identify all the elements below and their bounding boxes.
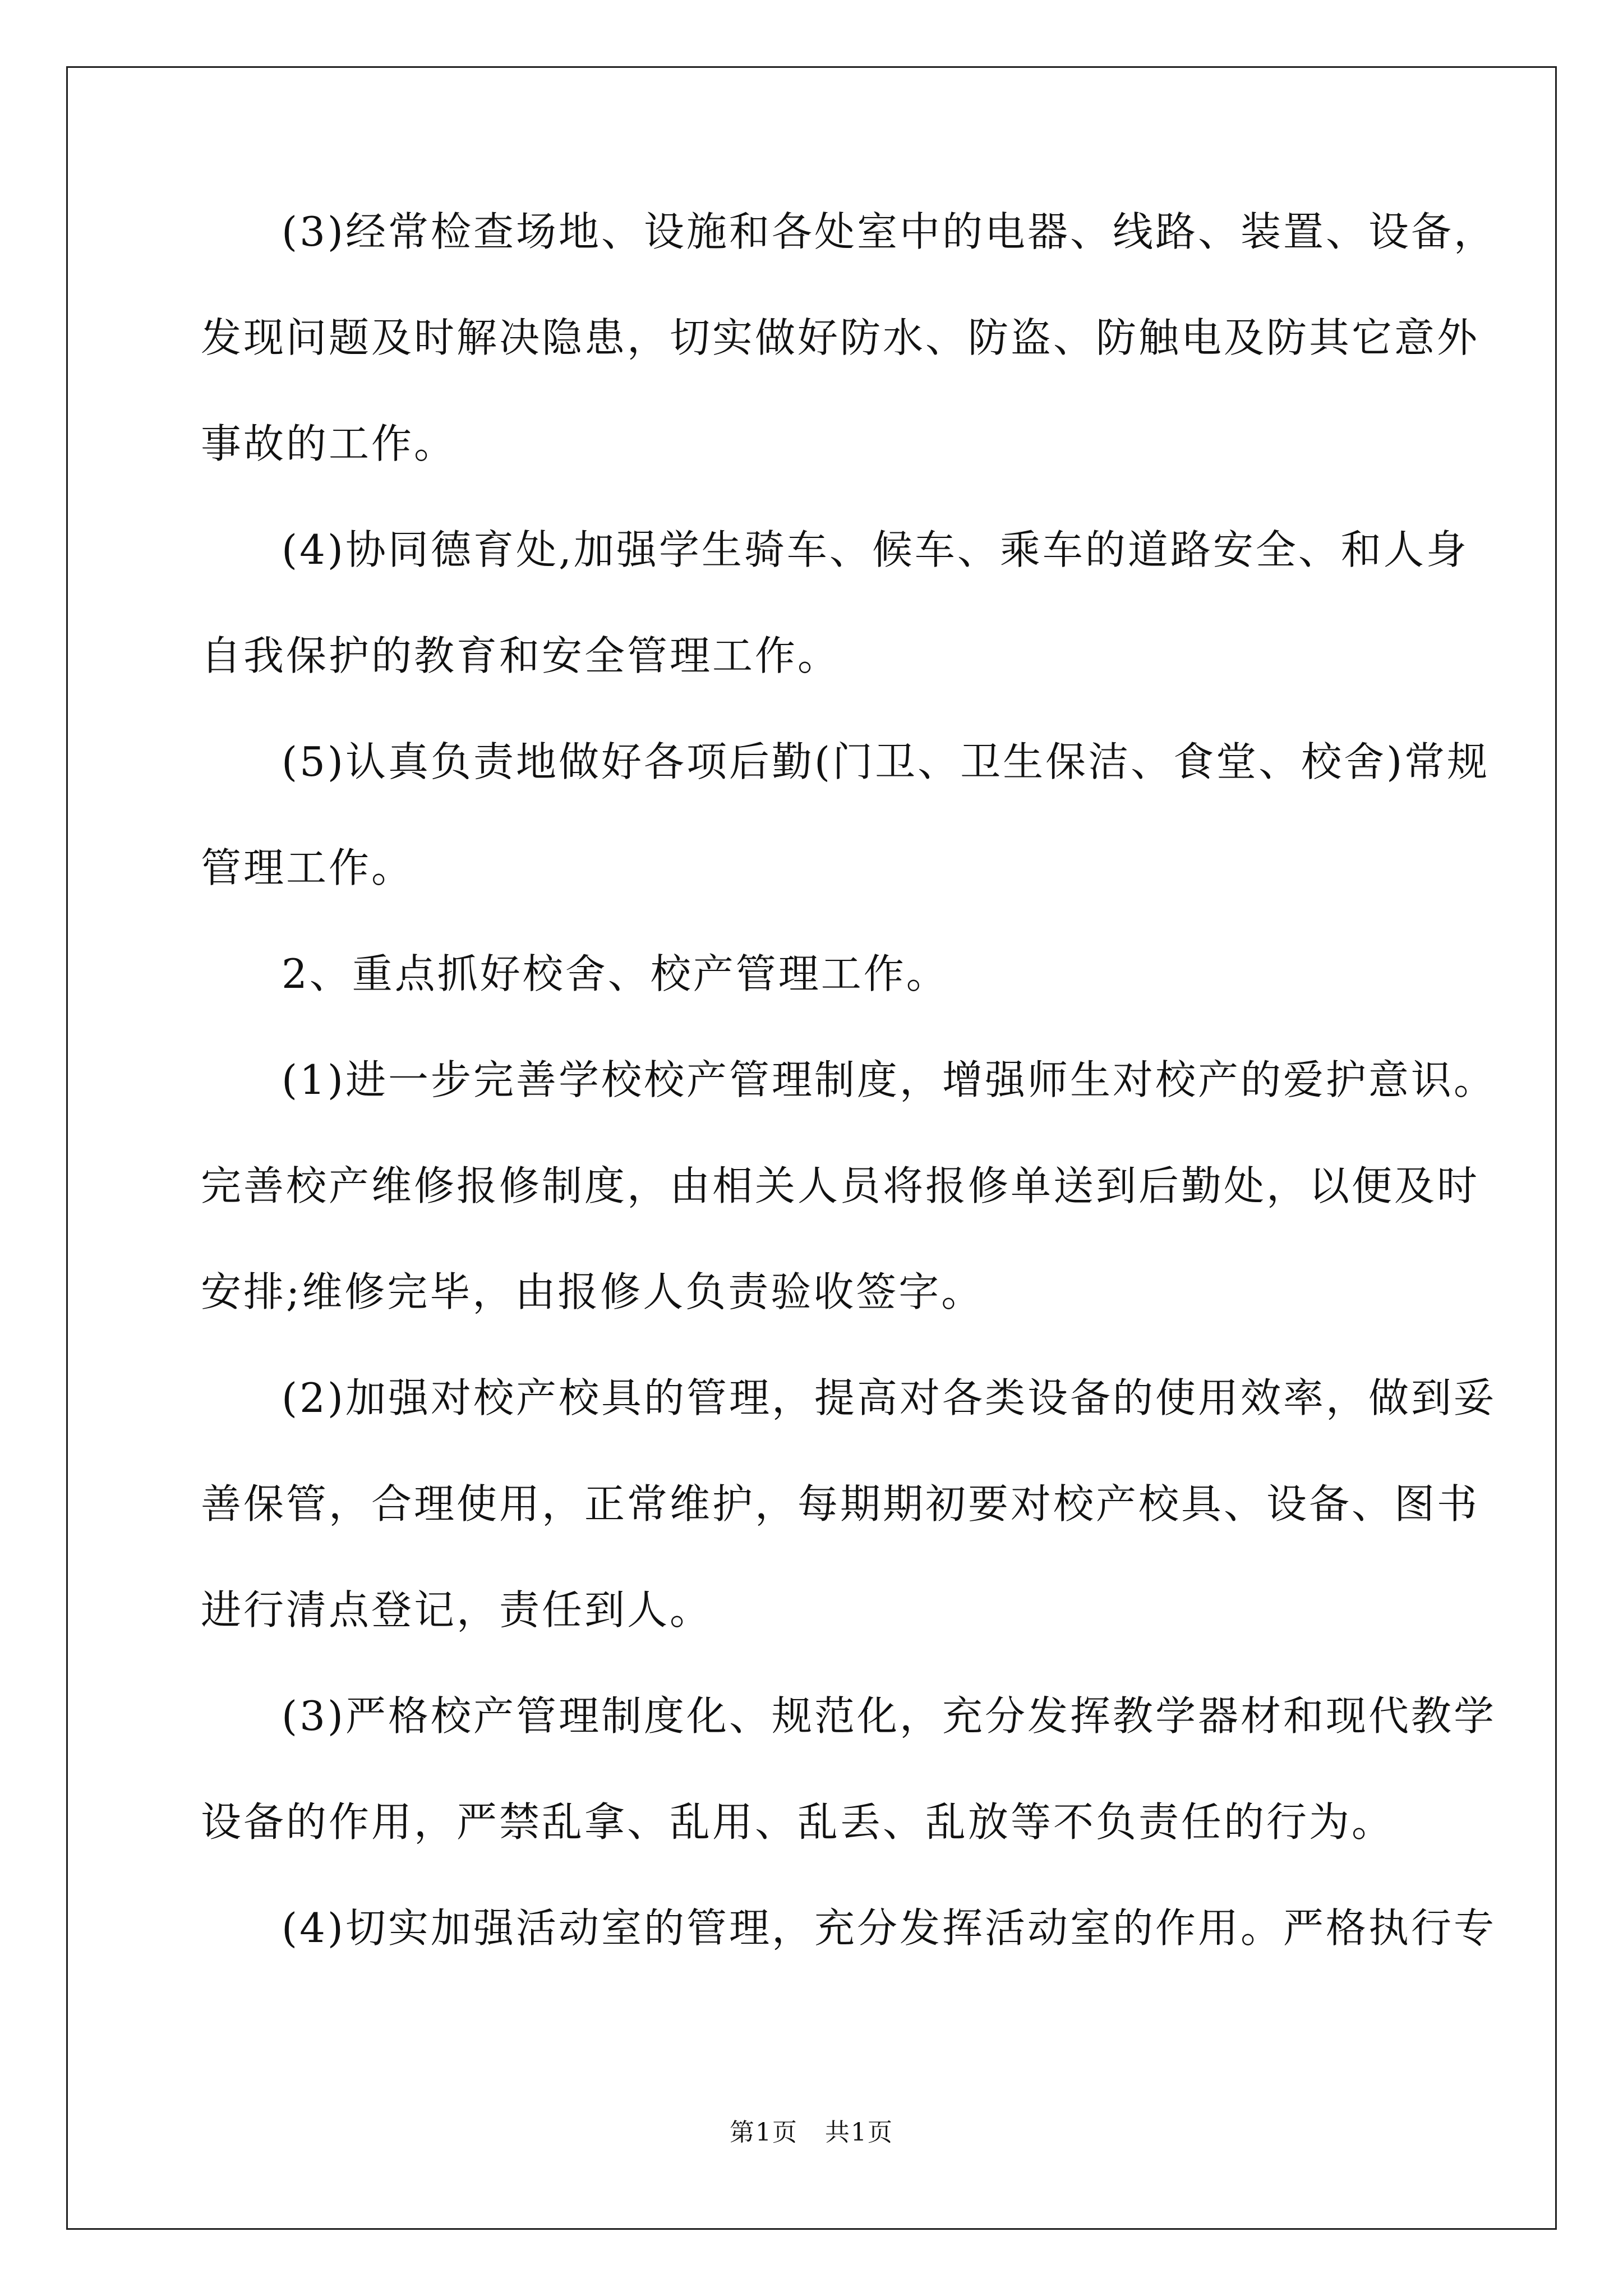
text-line: 安排;维修完毕，由报修人负责验收签字。 [201,1268,984,1315]
text-line: 进行清点登记，责任到人。 [201,1586,713,1634]
page-number-current: 第1页 [730,2118,798,2147]
text-line: 自我保护的教育和安全管理工作。 [201,632,841,679]
text-line: 善保管，合理使用，正常维护，每期期初要对校产校具、设备、图书 [201,1480,1480,1527]
text-line: (3)经常检查场地、设施和各处室中的电器、线路、装置、设备， [282,208,1496,255]
text-line: 管理工作。 [201,844,414,891]
page-number-total: 共1页 [825,2118,893,2147]
text-line: 完善校产维修报修制度，由相关人员将报修单送到后勤处，以便及时 [201,1162,1480,1209]
text-line: (2)加强对校产校具的管理，提高对各类设备的使用效率，做到妥 [282,1374,1496,1421]
text-line: 设备的作用，严禁乱拿、乱用、乱丢、乱放等不负责任的行为。 [201,1798,1395,1846]
text-line: (4)协同德育处,加强学生骑车、候车、乘车的道路安全、和人身 [282,526,1469,573]
text-line: (3)严格校产管理制度化、规范化，充分发挥教学器材和现代教学 [282,1692,1496,1740]
text-line: (5)认真负责地做好各项后勤(门卫、卫生保洁、食堂、校舍)常规 [282,738,1490,785]
text-line: 发现问题及时解决隐患，切实做好防水、防盗、防触电及防其它意外 [201,314,1480,361]
text-line: 2、重点抓好校舍、校产管理工作。 [282,950,949,997]
text-line: (4)切实加强活动室的管理，充分发挥活动室的作用。严格执行专 [282,1904,1496,1952]
text-line: (1)进一步完善学校校产管理制度，增强师生对校产的爱护意识。 [282,1056,1496,1103]
page-footer [0,2116,1623,2150]
text-line: 事故的工作。 [201,420,457,467]
